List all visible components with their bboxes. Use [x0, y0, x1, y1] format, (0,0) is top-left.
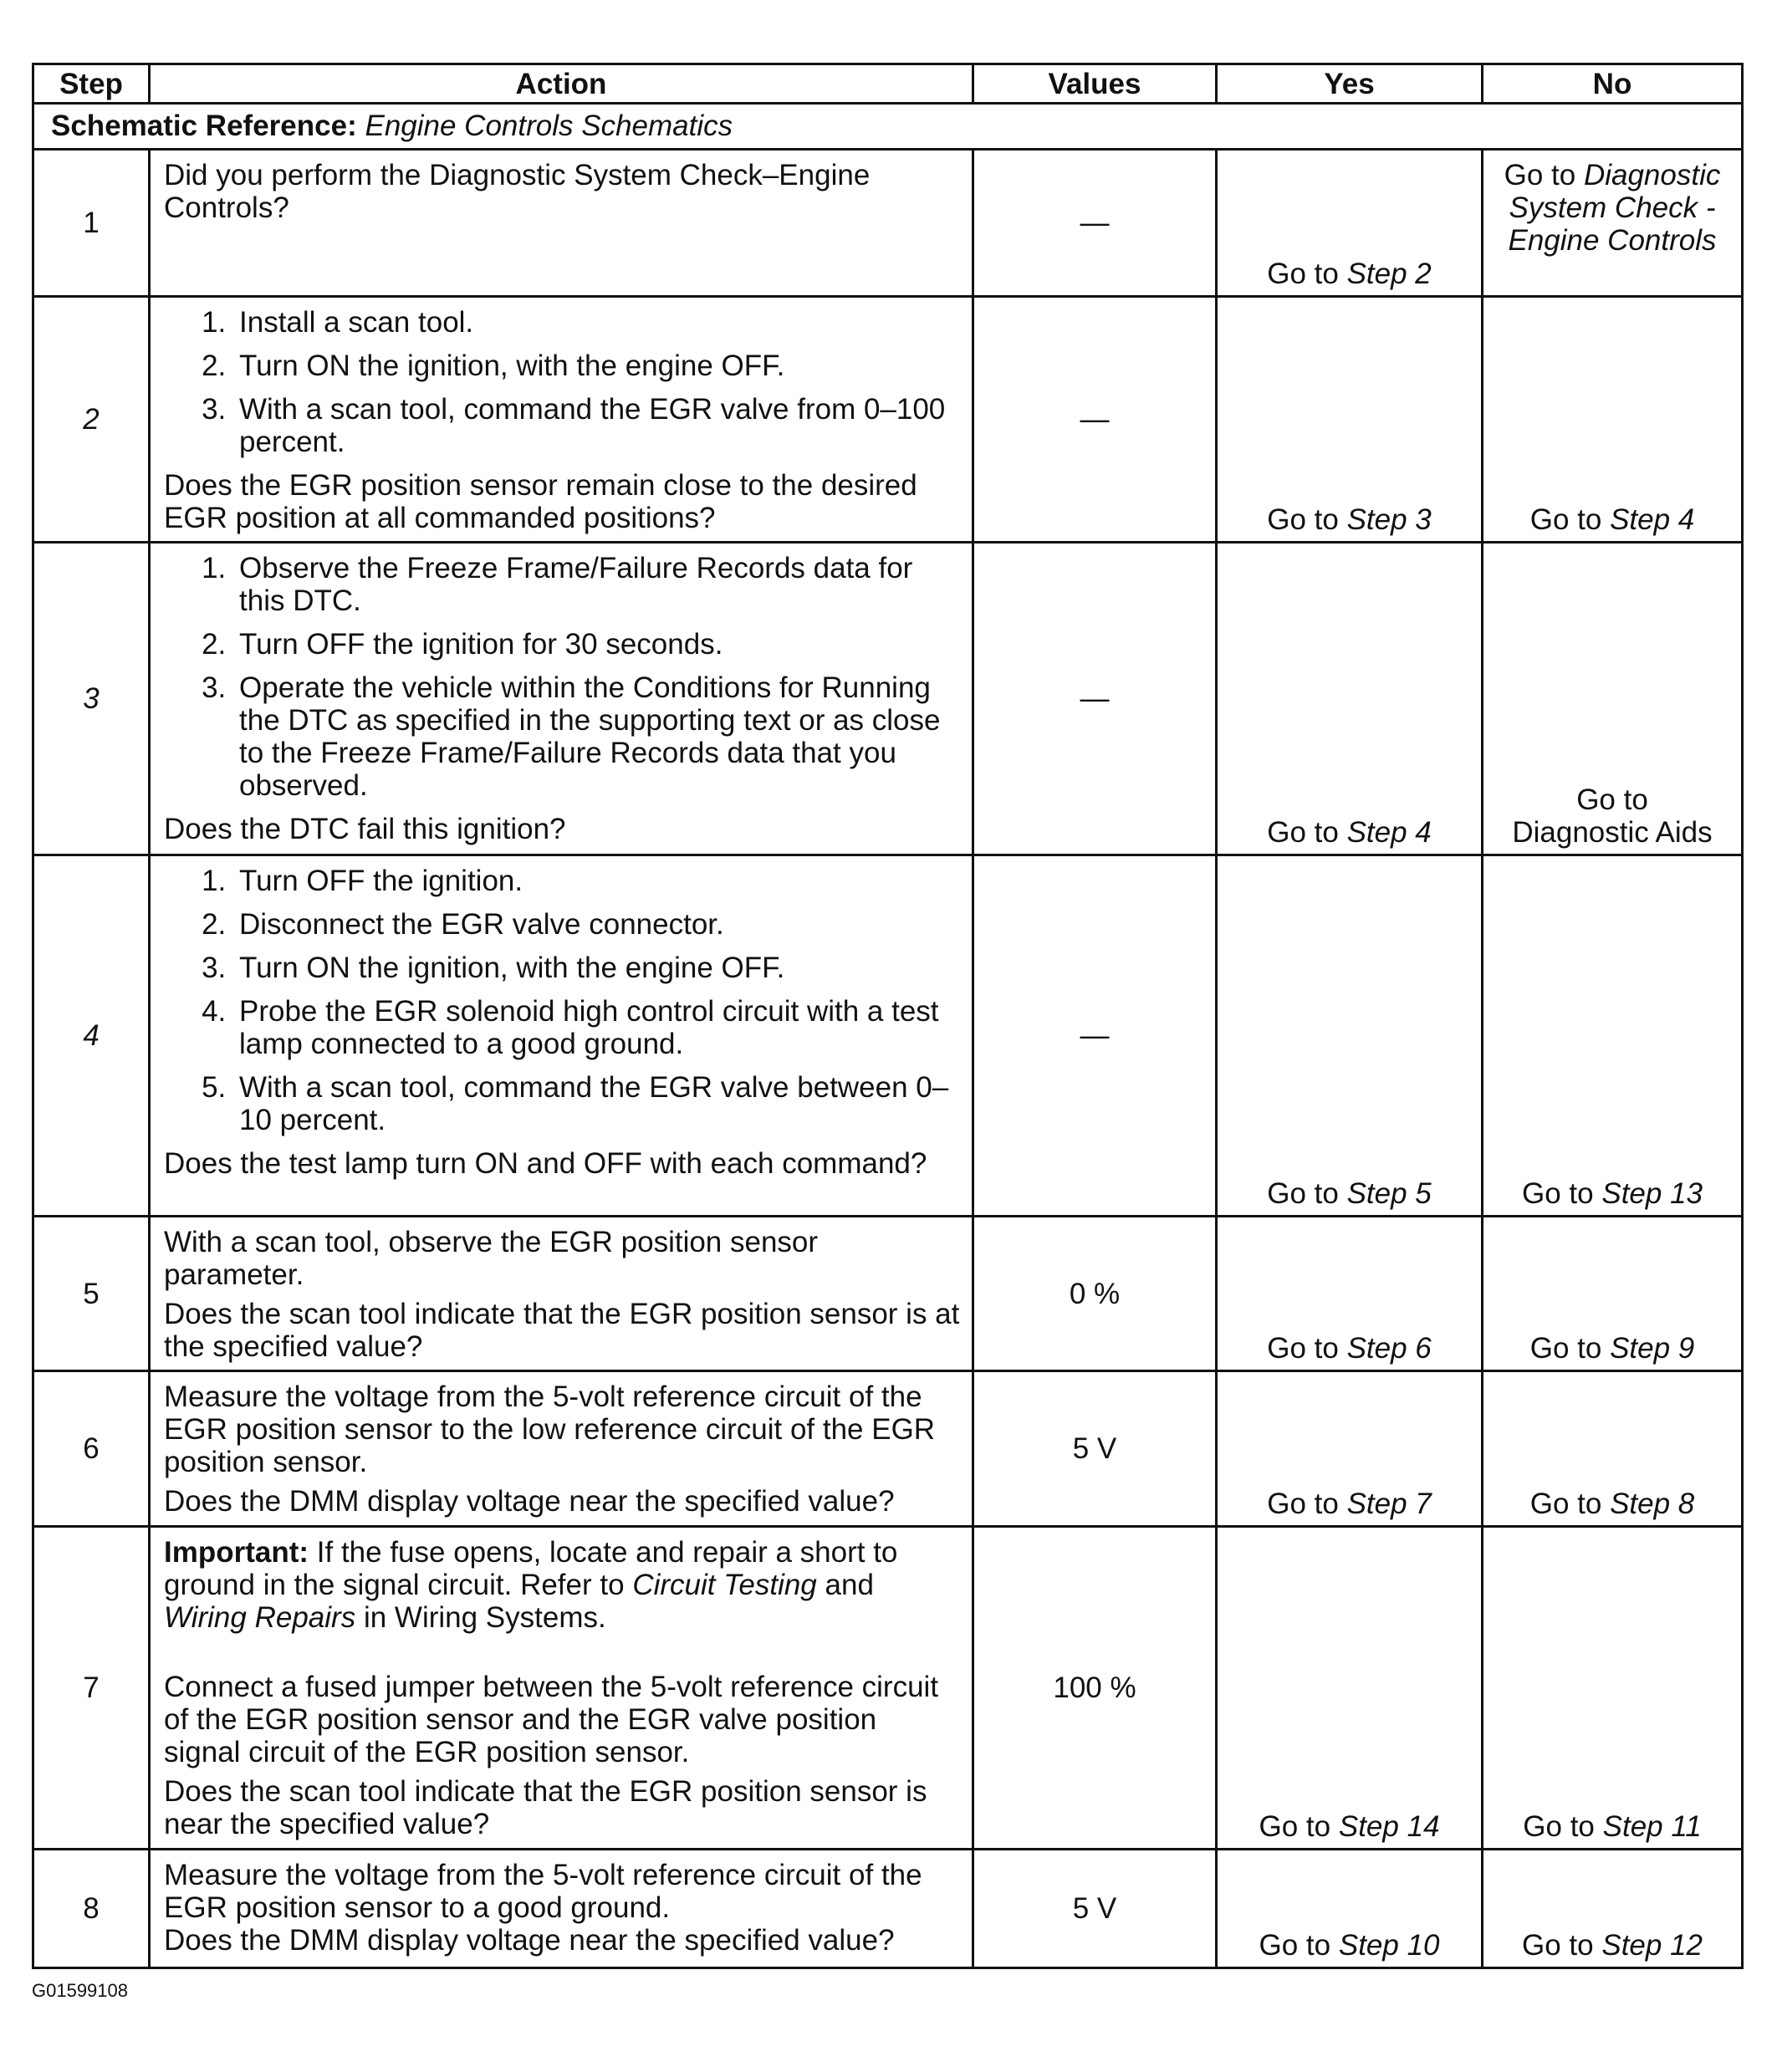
step-row-3 — [33, 543, 1743, 855]
no-cell — [1483, 1527, 1743, 1850]
step-number: 7 — [33, 1527, 150, 1850]
yes-cell — [1217, 150, 1483, 297]
no-cell — [1483, 1371, 1743, 1527]
step-action — [150, 1527, 973, 1850]
figure-id: G01599108 — [32, 1980, 128, 2001]
step-question: Did you perform the Diagnostic System Check–Engine Controls? — [164, 159, 871, 224]
no-goto-link[interactable]: Go to Step 4 — [1529, 503, 1695, 536]
yes-goto-link[interactable]: Go to Step 2 — [1267, 258, 1432, 290]
instruction-item: 3. Turn ON the ignition, with the engine OFF. — [234, 952, 960, 984]
step-value: — — [973, 297, 1217, 543]
instruction-item: 3. Operate the vehicle within the Conditions for Running the DTC as specified in the supporting text or as close to the Freeze Frame/Failure Records data that you observed. — [234, 671, 960, 802]
step-row-2 — [33, 297, 1743, 543]
schematic-reference-link[interactable]: Engine Controls Schematics — [365, 110, 733, 142]
step-number: 3 — [33, 543, 150, 855]
step-value: 100 % — [973, 1527, 1217, 1850]
yes-cell — [1217, 1850, 1483, 1968]
instruction-item: 1. Observe the Freeze Frame/Failure Records data for this DTC. — [234, 552, 960, 617]
step-instructions — [164, 306, 960, 458]
step-question: Does the scan tool indicate that the EGR position sensor is near the specified value? — [164, 1775, 927, 1840]
yes-goto-link[interactable]: Go to Step 7 — [1267, 1488, 1432, 1520]
step-instruction: With a scan tool, observe the EGR position sensor parameter. — [164, 1226, 819, 1291]
instruction-item: 4. Probe the EGR solenoid high control circuit with a test lamp connected to a good ground. — [234, 995, 960, 1060]
step-value: 5 V — [973, 1371, 1217, 1527]
step-question: Does the DTC fail this ignition? — [164, 813, 566, 845]
step-number: 4 — [33, 855, 150, 1217]
step-number: 5 — [33, 1217, 150, 1371]
step-value: 5 V — [973, 1850, 1217, 1968]
no-goto-link[interactable]: Go to Step 11 — [1523, 1810, 1702, 1843]
no-cell — [1483, 855, 1743, 1217]
col-header-action: Action — [150, 64, 973, 104]
instruction-item: 1. Install a scan tool. — [234, 306, 960, 339]
step-row-4 — [33, 855, 1743, 1217]
no-cell — [1483, 543, 1743, 855]
instruction-item: 2. Turn OFF the ignition for 30 seconds. — [234, 628, 960, 661]
no-goto-link[interactable]: Go to Step 8 — [1529, 1488, 1695, 1520]
step-question: Does the DMM display voltage near the specified value? — [164, 1485, 895, 1518]
step-row-8 — [33, 1850, 1743, 1968]
yes-goto-link[interactable]: Go to Step 14 — [1259, 1810, 1440, 1843]
step-value: 0 % — [973, 1217, 1217, 1371]
step-instruction: Measure the voltage from the 5-volt reference circuit of the EGR position sensor to a good ground. — [164, 1859, 922, 1924]
no-cell — [1483, 1217, 1743, 1371]
step-value: — — [973, 855, 1217, 1217]
step-action — [150, 1217, 973, 1371]
instruction-item: 2. Disconnect the EGR valve connector. — [234, 908, 960, 941]
step-action — [150, 855, 973, 1217]
step-number: 6 — [33, 1371, 150, 1527]
diagnostic-table — [32, 63, 1744, 1969]
instruction-item: 1. Turn OFF the ignition. — [234, 865, 960, 897]
step-value: — — [973, 150, 1217, 297]
no-goto-link[interactable]: Go to Step 9 — [1529, 1332, 1695, 1365]
yes-goto-link[interactable]: Go to Step 6 — [1267, 1332, 1432, 1365]
step-value: — — [973, 543, 1217, 855]
yes-cell — [1217, 1217, 1483, 1371]
no-cell — [1483, 150, 1743, 297]
no-goto-link[interactable]: Go to Diagnostic Aids — [1512, 783, 1713, 849]
no-goto-link[interactable]: Go to Step 12 — [1522, 1929, 1703, 1962]
step-instruction: Measure the voltage from the 5-volt reference circuit of the EGR position sensor to the low reference circuit of the EGR position sensor. — [164, 1380, 936, 1478]
col-header-no: No — [1483, 64, 1743, 104]
yes-cell — [1217, 543, 1483, 855]
yes-goto-link[interactable]: Go to Step 4 — [1267, 816, 1432, 849]
step-number: 2 — [33, 297, 150, 543]
step-question: Does the test lamp turn ON and OFF with each command? — [164, 1147, 927, 1180]
yes-cell — [1217, 1527, 1483, 1850]
step-instruction: Connect a fused jumper between the 5-volt reference circuit of the EGR position sensor and the EGR valve position signal circuit of the EGR position sensor. — [164, 1671, 939, 1768]
yes-cell — [1217, 1371, 1483, 1527]
step-row-7 — [33, 1527, 1743, 1850]
step-row-5 — [33, 1217, 1743, 1371]
step-action — [150, 1371, 973, 1527]
col-header-step: Step — [33, 64, 150, 104]
step-question: Does the scan tool indicate that the EGR position sensor is at the specified value? — [164, 1298, 960, 1363]
instruction-item: 2. Turn ON the ignition, with the engine OFF. — [234, 350, 960, 382]
schematic-reference — [33, 104, 1743, 150]
yes-cell — [1217, 297, 1483, 543]
no-goto-link[interactable]: Go to Step 13 — [1522, 1177, 1703, 1210]
wiring-repairs-link[interactable]: Wiring Repairs — [164, 1601, 356, 1634]
col-header-yes: Yes — [1217, 64, 1483, 104]
step-row-1 — [33, 150, 1743, 297]
important-label: Important: — [164, 1536, 309, 1569]
important-note: Important: If the fuse opens, locate and repair a short to ground in the signal circuit. Refer to Circuit Testing and Wiring Repairs in Wiring Systems. — [164, 1536, 898, 1634]
step-number: 1 — [33, 150, 150, 297]
col-header-values: Values — [973, 64, 1217, 104]
instruction-item: 3. With a scan tool, command the EGR valve from 0–100 percent. — [234, 393, 960, 458]
yes-goto-link[interactable]: Go to Step 3 — [1267, 503, 1432, 536]
step-action — [150, 150, 973, 297]
no-cell — [1483, 297, 1743, 543]
step-number: 8 — [33, 1850, 150, 1968]
yes-cell — [1217, 855, 1483, 1217]
circuit-testing-link[interactable]: Circuit Testing — [632, 1569, 817, 1601]
yes-goto-link[interactable]: Go to Step 5 — [1267, 1177, 1432, 1210]
step-row-6 — [33, 1371, 1743, 1527]
no-goto-link[interactable]: Go to Diagnostic System Check - Engine Controls — [1504, 159, 1721, 257]
step-question: Does the DMM display voltage near the specified value? — [164, 1924, 895, 1957]
schematic-reference-row — [33, 104, 1743, 150]
schematic-reference-label: Schematic Reference: — [51, 110, 357, 142]
no-cell — [1483, 1850, 1743, 1968]
instruction-item: 5. With a scan tool, command the EGR valve between 0–10 percent. — [234, 1071, 960, 1136]
yes-goto-link[interactable]: Go to Step 10 — [1259, 1929, 1440, 1962]
step-instructions — [164, 865, 960, 1136]
step-action — [150, 543, 973, 855]
header-row — [33, 64, 1743, 104]
step-action — [150, 1850, 973, 1968]
step-action — [150, 297, 973, 543]
step-instructions — [164, 552, 960, 802]
step-question: Does the EGR position sensor remain close to the desired EGR position at all commanded positions? — [164, 469, 917, 534]
